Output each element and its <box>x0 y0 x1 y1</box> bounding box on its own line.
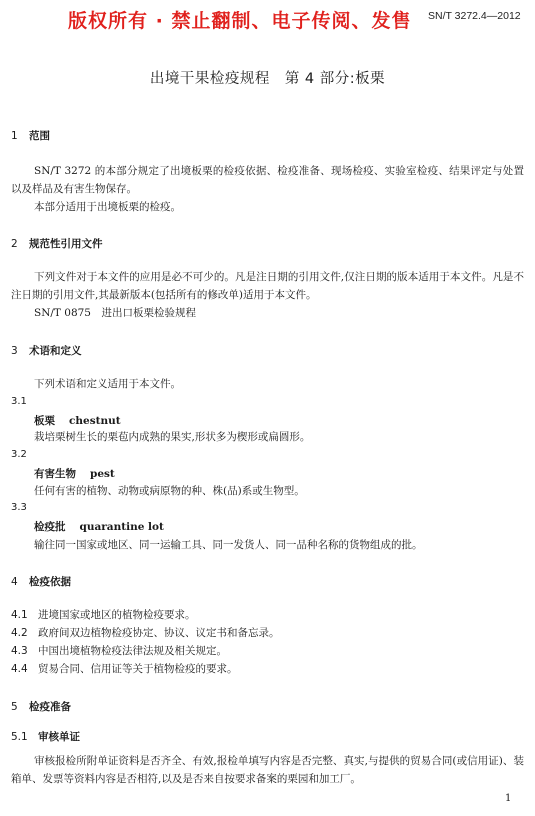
copyright-watermark: 版权所有 · 禁止翻制、电子传阅、发售 <box>68 10 412 32</box>
term-number: 3.3 <box>11 502 27 513</box>
section-number: 3 <box>11 345 18 357</box>
item-text: 中国出境植物检疫法律法规及相关规定。 <box>38 645 227 657</box>
list-item <box>11 661 238 676</box>
subsection-number: 5.1 <box>11 731 28 743</box>
item-number: 4.1 <box>11 609 28 621</box>
section-3-heading <box>11 343 82 358</box>
term-zh: 板栗 <box>34 415 55 427</box>
subsection-heading <box>11 729 80 744</box>
term-zh: 有害生物 <box>34 468 76 480</box>
term-zh: 检疫批 <box>34 521 66 533</box>
item-text: 进境国家或地区的植物检疫要求。 <box>38 609 196 621</box>
section-5-heading <box>11 699 71 714</box>
section-2-paragraph: 下列文件对于本文件的应用是必不可少的。凡是注日期的引用文件,仅注日期的版本适用于本文件。凡是不注日期的引用文件,其最新版本(包括所有的修改单)适用于本文件。 <box>11 271 524 301</box>
term-name <box>34 519 164 534</box>
document-title: 出境干果检疫规程 第 4 部分:板栗 <box>149 71 386 87</box>
section-1-paragraph: SN/T 3272 的本部分规定了出境板栗的检疫依据、检疫准备、现场检疫、实验室检疫、结果评定与处置以及样品及有害生物保存。 <box>11 165 524 195</box>
item-text: 贸易合同、信用证等关于植物检疫的要求。 <box>38 663 238 675</box>
term-definition: 输往同一国家或地区、同一运输工具、同一发货人、同一品种名称的货物组成的批。 <box>34 539 423 551</box>
section-number: 5 <box>11 701 18 713</box>
term-number: 3.2 <box>11 449 27 460</box>
term-name <box>34 466 115 481</box>
list-item <box>11 643 227 658</box>
section-title: 规范性引用文件 <box>29 238 103 250</box>
term-en: chestnut <box>69 415 121 427</box>
term-definition: 栽培栗树生长的栗苞内成熟的果实,形状多为楔形或扁圆形。 <box>34 431 311 443</box>
section-title: 术语和定义 <box>29 345 82 357</box>
section-number: 4 <box>11 576 18 588</box>
section-1-heading <box>11 128 50 143</box>
terms-intro: 下列术语和定义适用于本文件。 <box>34 378 181 390</box>
standard-number: SN/T 3272.4—2012 <box>428 10 521 22</box>
section-1-scope-line: 本部分适用于出境板栗的检疫。 <box>34 201 181 213</box>
list-item <box>11 625 280 640</box>
term-definition: 任何有害的植物、动物或病原物的种、株(品)系或生物型。 <box>34 485 305 497</box>
section-4-heading <box>11 574 71 589</box>
item-number: 4.3 <box>11 645 28 657</box>
section-number: 1 <box>11 130 18 142</box>
page-number: 1 <box>505 793 512 804</box>
subsection-title: 审核单证 <box>38 731 80 743</box>
list-item <box>11 607 196 622</box>
term-en: quarantine lot <box>79 521 164 533</box>
section-title: 范围 <box>29 130 50 142</box>
item-text: 政府间双边植物检疫协定、协议、议定书和备忘录。 <box>38 627 280 639</box>
item-number: 4.4 <box>11 663 28 675</box>
normative-reference: SN/T 0875 进出口板栗检验规程 <box>34 307 196 319</box>
section-title: 检疫准备 <box>29 701 71 713</box>
section-title: 检疫依据 <box>29 576 71 588</box>
term-en: pest <box>90 468 115 480</box>
item-number: 4.2 <box>11 627 28 639</box>
section-2-heading <box>11 236 103 251</box>
section-number: 2 <box>11 238 18 250</box>
section-5-paragraph: 审核报检所附单证资料是否齐全、有效,报检单填写内容是否完整、真实,与提供的贸易合同(或信用证)、装箱单、发票等资料内容是否相符,以及是否来自按要求备案的栗园和加工厂。 <box>11 755 524 785</box>
term-name <box>34 413 121 428</box>
term-number: 3.1 <box>11 396 27 407</box>
